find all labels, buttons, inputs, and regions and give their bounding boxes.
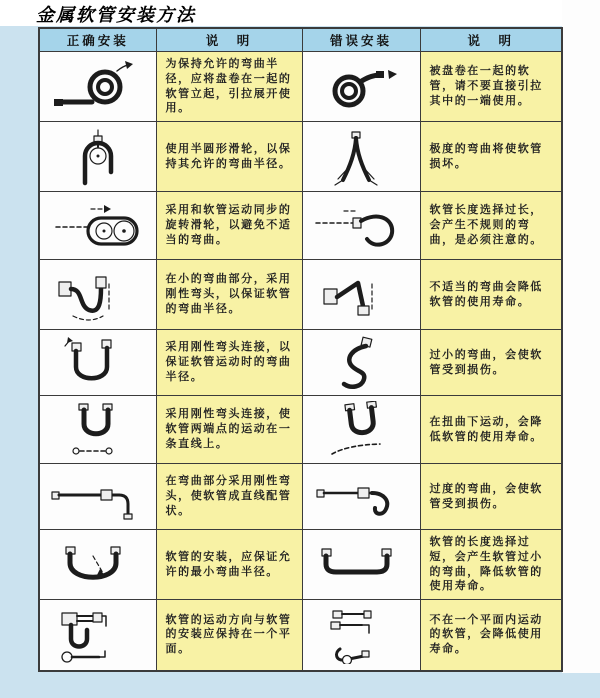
wrong-image-cell [302,396,420,464]
table-row [39,530,562,600]
correct-image-cell [39,122,156,192]
wrong-description: 不适当的弯曲会降低软管的使用寿命。 [420,260,562,330]
table-row [39,464,562,530]
correct-description: 采用刚性弯头连接，以保证软管运动时的弯曲半径。 [156,330,302,396]
correct-image-cell [39,600,156,671]
correct-image-cell [39,330,156,396]
rigid-elbow-at-small-bend-icon [43,266,153,324]
wrong-image-cell [302,330,420,396]
correct-image-cell [39,464,156,530]
straight-piping-with-rigid-elbow-icon [43,468,153,526]
correct-image-cell [39,52,156,122]
coiled-hose-stood-up-icon [43,58,153,116]
u-loop-twisted-motion-icon [306,401,416,459]
hose-over-semicircular-pulley-icon [43,128,153,186]
correct-description: 采用和软管运动同步的旋转滑轮，以避免不适当的弯曲。 [156,192,302,260]
table-row [39,600,562,671]
table-row [39,192,562,260]
correct-image-cell [39,396,156,464]
wrong-image-cell [302,260,420,330]
table-row [39,330,562,396]
header-correct-install: 正确安装 [39,28,156,52]
u-loop-ends-move-in-line-icon [43,401,153,459]
table-row [39,396,562,464]
wrong-description: 极度的弯曲将使软管损坏。 [420,122,562,192]
table-row [39,52,562,122]
correct-description: 使用半圆形滑轮，以保持其允许的弯曲半径。 [156,122,302,192]
page-title: 金属软管安装方法 [36,5,196,26]
wrong-image-cell [302,52,420,122]
correct-description: 软管的运动方向与软管的安装应保持在一个平面。 [156,600,302,671]
table-row [39,260,562,330]
synchronized-rotating-pulleys-icon [43,197,153,255]
correct-description: 在小的弯曲部分，采用刚性弯头，以保证软管的弯曲半径。 [156,260,302,330]
table-row [39,122,562,192]
header-description-1: 说 明 [156,28,302,52]
wrong-image-cell [302,600,420,671]
wrong-description: 不在一个平面内运动的软管，会降低使用寿命。 [420,600,562,671]
installation-table [38,27,563,672]
right-white-band [562,0,600,673]
minimum-bend-radius-u-icon [43,536,153,594]
correct-image-cell [39,260,156,330]
coiled-hose-pulled-from-end-icon [306,58,416,116]
hose-bend-too-small-hook-icon [306,334,416,392]
header-row [39,28,562,52]
wrong-description: 在扭曲下运动，会降低软管的使用寿命。 [420,396,562,464]
wrong-description: 被盘卷在一起的软管，请不要直接引拉其中的一端使用。 [420,52,562,122]
motion-out-of-plane-icon [306,606,416,664]
header-description-2: 说 明 [420,28,562,52]
hose-over-bent-curl-icon [306,468,416,526]
wrong-image-cell [302,530,420,600]
wrong-image-cell [302,464,420,530]
header-wrong-install: 错误安装 [302,28,420,52]
correct-image-cell [39,192,156,260]
wrong-image-cell [302,192,420,260]
correct-description: 软管的安装，应保证允许的最小弯曲半径。 [156,530,302,600]
correct-image-cell [39,530,156,600]
wrong-image-cell [302,122,420,192]
wrong-description: 软管的长度选择过短，会产生软管过小的弯曲，降低软管的使用寿命。 [420,530,562,600]
hose-too-short-flat-u-icon [306,536,416,594]
hose-extreme-sharp-bend-icon [306,128,416,186]
motion-kept-in-one-plane-icon [43,606,153,664]
correct-description: 在弯曲部分采用刚性弯头，使软管成直线配管状。 [156,464,302,530]
wrong-description: 过小的弯曲，会使软管受到损伤。 [420,330,562,396]
wrong-description: 过度的弯曲，会使软管受到损伤。 [420,464,562,530]
rigid-elbow-connection-u-loop-icon [43,334,153,392]
improper-sharp-bend-icon [306,266,416,324]
hose-too-long-irregular-loop-icon [306,197,416,255]
correct-description: 采用刚性弯头连接，使软管两端点的运动在一条直线上。 [156,396,302,464]
wrong-description: 软管长度选择过长，会产生不规则的弯曲，是必须注意的。 [420,192,562,260]
correct-description: 为保持允许的弯曲半径，应将盘卷在一起的软管立起，引拉展开使用。 [156,52,302,122]
